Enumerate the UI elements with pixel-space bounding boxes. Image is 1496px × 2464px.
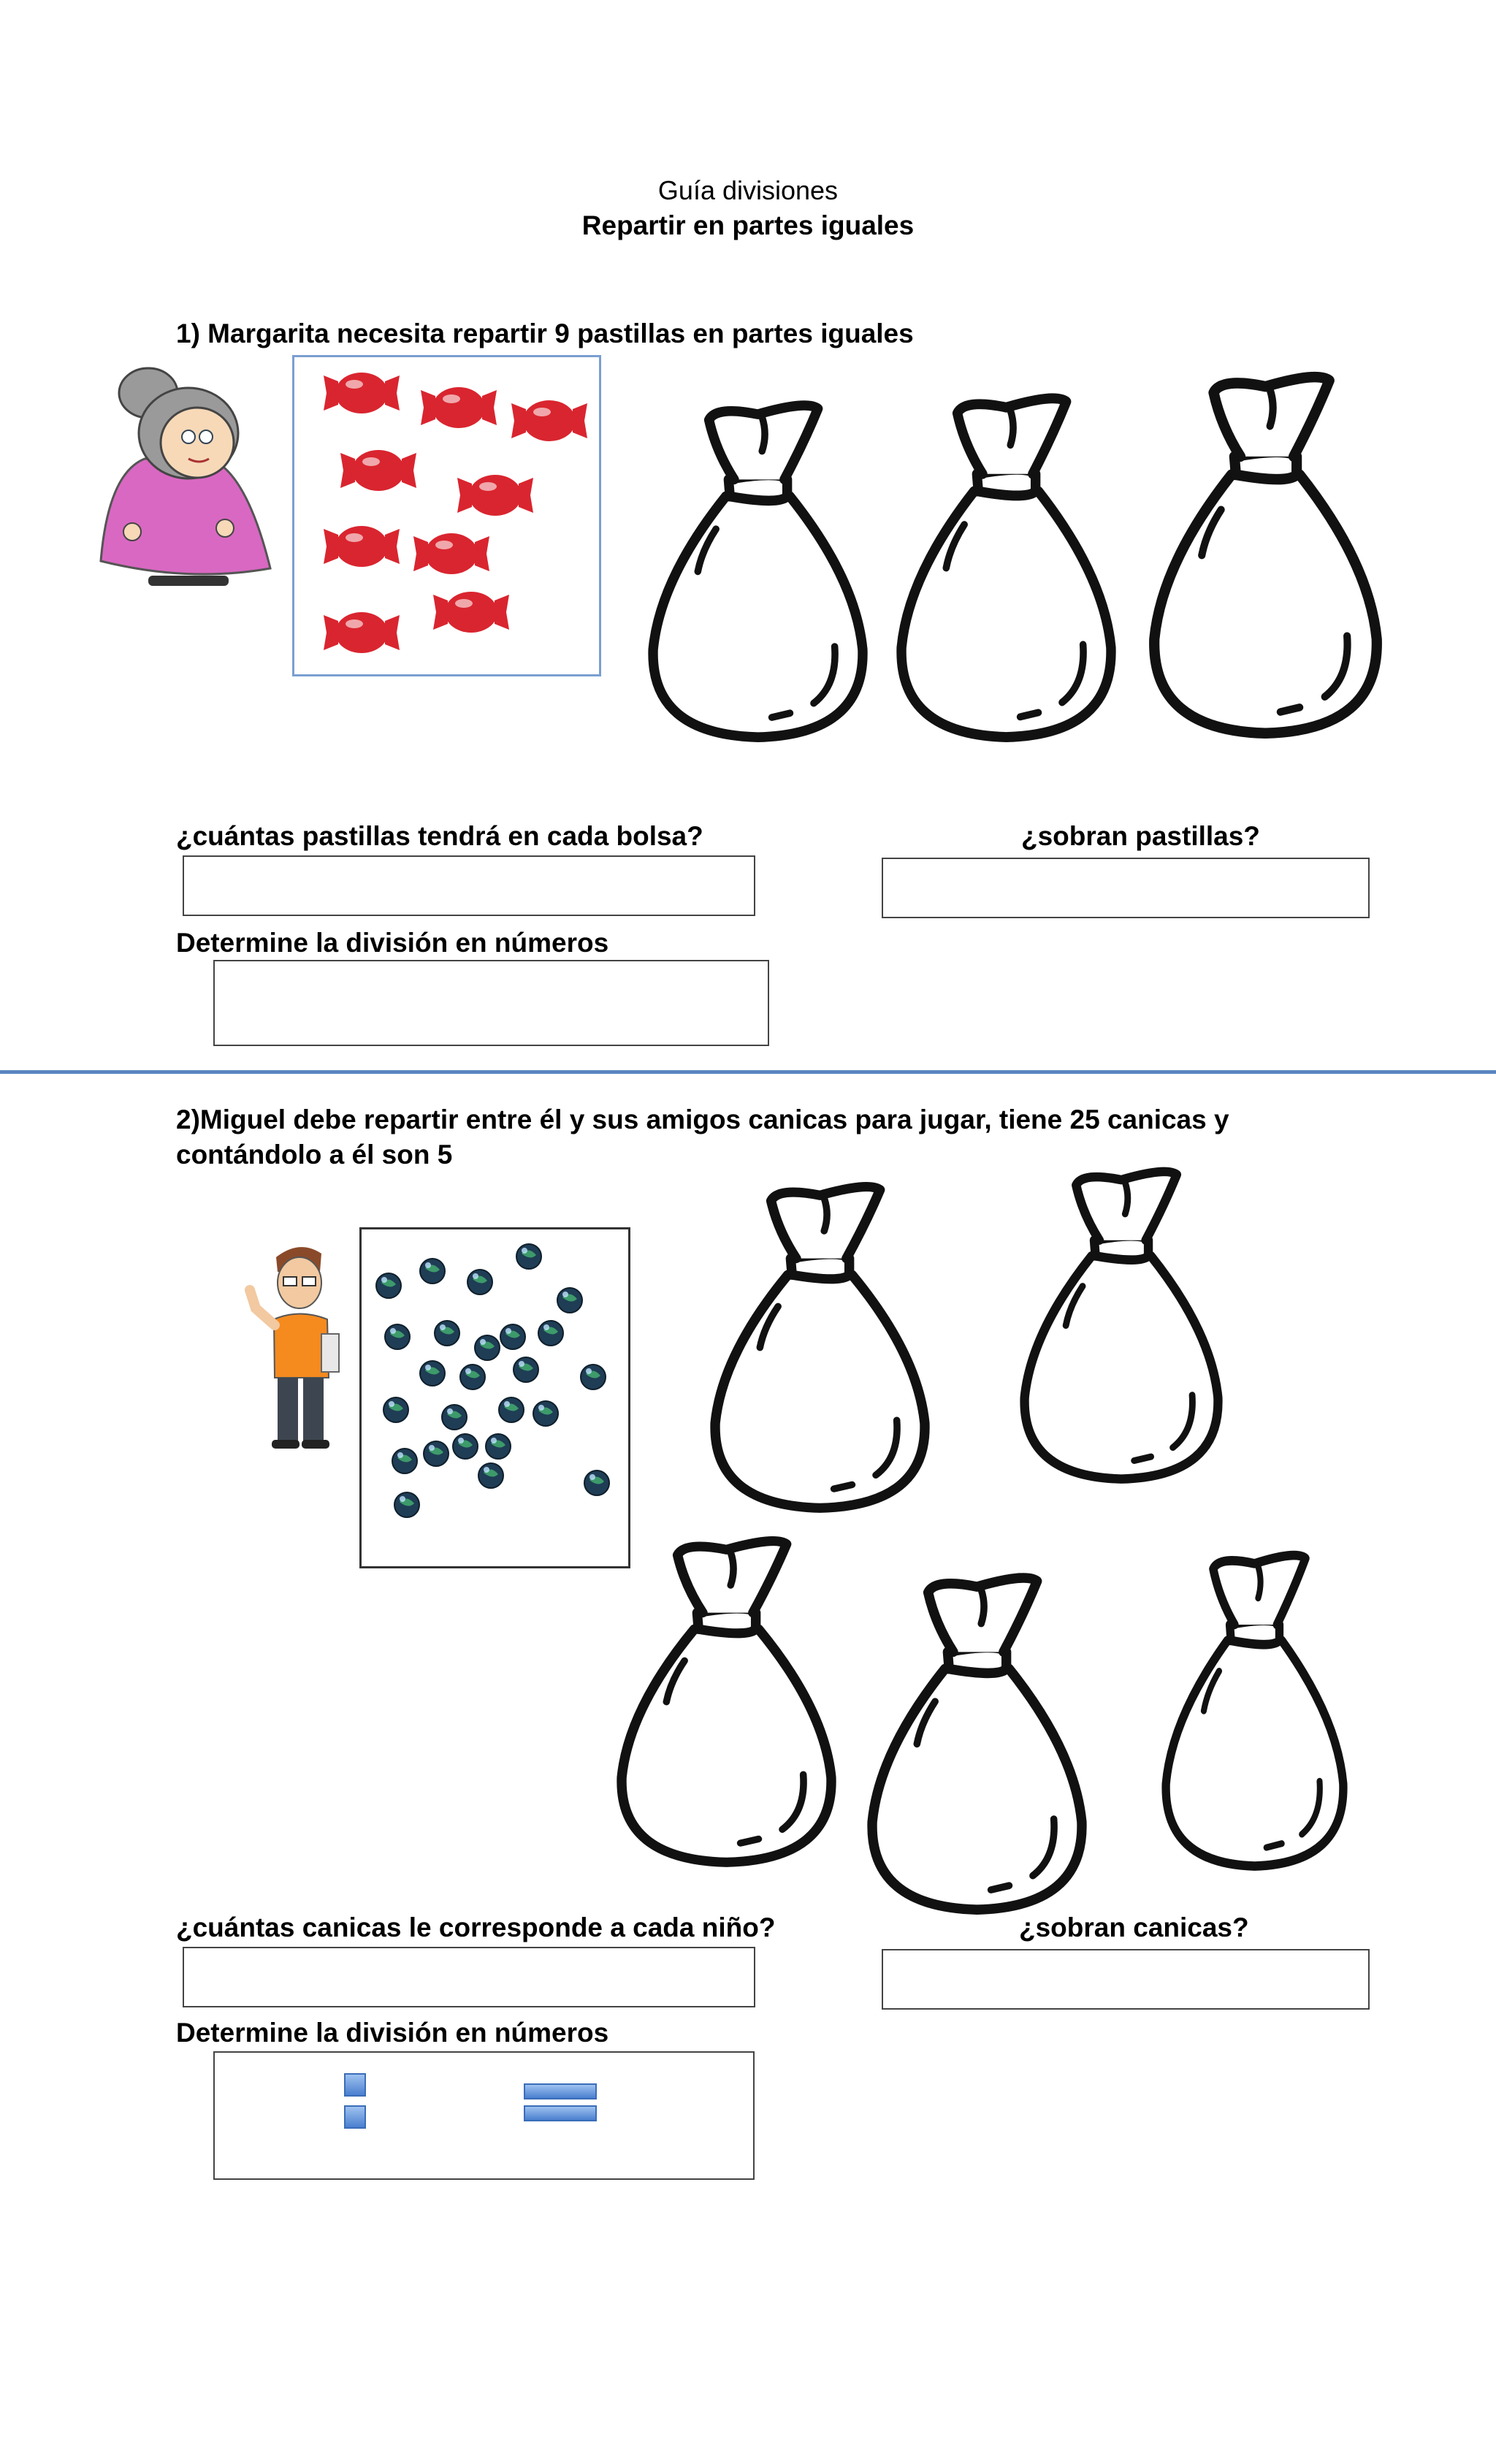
bag-icon <box>1166 1555 1343 1866</box>
candy-icon <box>421 387 497 428</box>
marble-icon <box>475 1335 500 1360</box>
question-1: 1) Margarita necesita repartir 9 pastillas en partes iguales <box>176 319 914 348</box>
marble-icon <box>453 1434 478 1459</box>
marble-icon <box>383 1397 408 1422</box>
boy-illustration <box>248 1239 351 1451</box>
marble-icon <box>420 1361 445 1386</box>
marble-icon <box>500 1324 525 1349</box>
page-title: Guía divisiones <box>657 175 839 205</box>
marble-icon <box>514 1357 538 1382</box>
candy-icon <box>413 533 489 574</box>
marble-icon <box>442 1405 467 1430</box>
answer-box-canicas-each[interactable] <box>183 1947 755 2007</box>
candy-icon <box>324 526 400 567</box>
marble-icon <box>435 1321 459 1346</box>
marble-icon <box>468 1270 492 1294</box>
marble-icon <box>557 1288 582 1313</box>
marble-icon <box>486 1434 511 1459</box>
answer-box-pastillas-each[interactable] <box>183 855 755 916</box>
grandma-illustration <box>79 349 283 598</box>
marble-icon <box>478 1463 503 1488</box>
question-2-line1: 2)Miguel debe repartir entre él y sus amigos canicas para jugar, tiene 25 canicas y <box>176 1105 1229 1134</box>
marble-icon <box>460 1365 485 1389</box>
answer-box-division-1[interactable] <box>213 960 769 1046</box>
candy-icon <box>340 450 416 491</box>
marble-icon <box>392 1449 417 1473</box>
marble-icon <box>385 1324 410 1349</box>
answer-box-canicas-left[interactable] <box>882 1949 1370 2010</box>
section-divider <box>0 1070 1496 1074</box>
page-subtitle: Repartir en partes iguales <box>581 210 915 240</box>
division-sign-bottom-block <box>344 2105 366 2129</box>
prompt-division-1: Determine la división en números <box>176 928 609 958</box>
marble-icon <box>538 1321 563 1346</box>
bag-icon <box>901 398 1111 737</box>
marble-icon <box>420 1259 445 1284</box>
marble-icon <box>424 1441 449 1466</box>
candy-icon <box>324 612 400 653</box>
marble-icon <box>533 1401 558 1426</box>
prompt-canicas-left: ¿sobran canicas? <box>1019 1912 1249 1942</box>
equals-sign-bottom-bar <box>524 2105 597 2121</box>
prompt-canicas-each: ¿cuántas canicas le corresponde a cada niño? <box>176 1912 776 1942</box>
candy-icon <box>511 400 587 441</box>
prompt-pastillas-each: ¿cuántas pastillas tendrá en cada bolsa? <box>176 821 703 851</box>
equals-sign-top-bar <box>524 2083 597 2099</box>
marble-icon <box>499 1397 524 1422</box>
bag-icon <box>653 405 863 737</box>
candy-icon <box>457 475 533 516</box>
bag-icon <box>715 1187 925 1508</box>
bag-icon <box>1025 1172 1218 1479</box>
answer-box-division-2[interactable] <box>213 2051 755 2180</box>
marble-icon <box>376 1273 401 1298</box>
marble-group <box>359 1227 630 1568</box>
answer-box-pastillas-left[interactable] <box>882 858 1370 918</box>
bags-group-2 <box>599 1162 1373 1899</box>
bag-icon <box>872 1578 1082 1910</box>
bags-group-1 <box>628 365 1402 745</box>
candy-icon <box>433 592 509 633</box>
bag-icon <box>622 1541 831 1863</box>
bag-icon <box>1154 377 1377 733</box>
prompt-division-2: Determine la división en números <box>176 2018 609 2048</box>
marble-icon <box>516 1244 541 1269</box>
question-2-line2: contándolo a él son 5 <box>176 1140 453 1170</box>
candy-group <box>292 355 601 676</box>
marble-icon <box>394 1492 419 1517</box>
candy-icon <box>324 373 400 413</box>
prompt-pastillas-left: ¿sobran pastillas? <box>1021 821 1260 851</box>
division-sign-top-block <box>344 2073 366 2097</box>
